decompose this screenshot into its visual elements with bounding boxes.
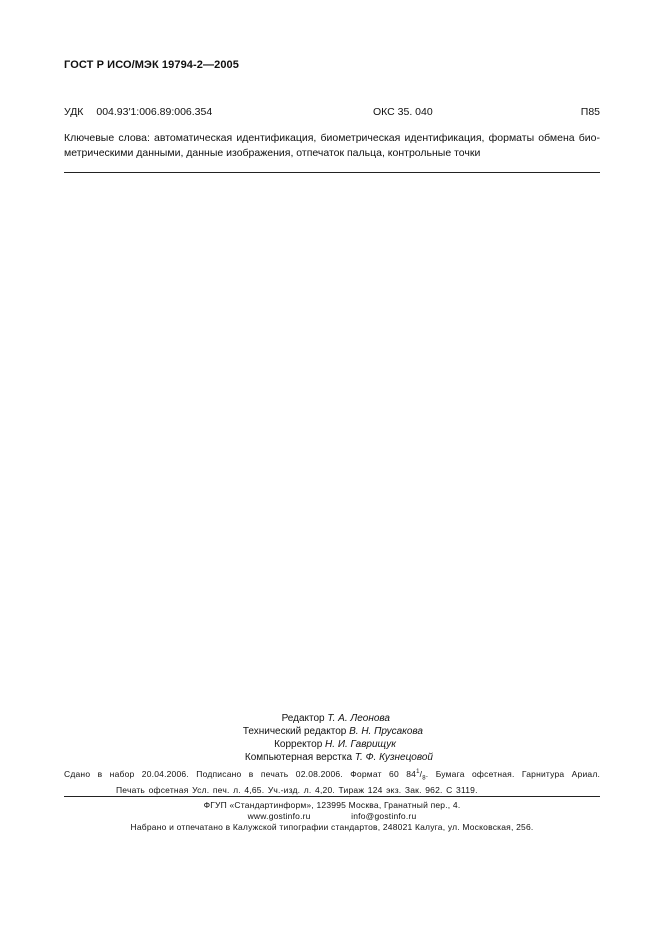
format-prefix: Формат 60 84 — [350, 768, 417, 779]
credit-role: Компьютерная верстка — [244, 752, 353, 763]
paper-format: Формат 60 $84^1/_8$. — [350, 768, 429, 782]
class-code: П85 — [580, 106, 600, 118]
format-denominator: 8 — [422, 775, 426, 782]
print-info — [64, 767, 600, 796]
print-info-line-1 — [64, 767, 600, 785]
standard-number: ГОСТ Р ИСО/МЭК 19794-2—2005 — [64, 59, 239, 71]
typeset-date: Сдано в набор 20.04.2006. — [64, 768, 189, 779]
print-info-line-2: Печать офсетная Усл. печ. л. 4,65. Уч.-изд. л. 4,20. Тираж 124 экз. Зак. 962. С 3119. — [116, 784, 478, 795]
credits — [190, 712, 450, 764]
credit-name: Т. А. Леонова — [327, 713, 390, 724]
credit-role: Корректор — [274, 739, 323, 750]
paper-type: Бумага офсетная. — [435, 768, 515, 779]
publisher-website: www.gostinfo.ru — [247, 811, 311, 821]
printing-house: Набрано и отпечатано в Калужской типографии стандартов, 248021 Калуга, ул. Московская, 256. — [130, 822, 534, 832]
divider — [64, 796, 600, 797]
classification-codes — [64, 106, 600, 120]
publisher-address: ФГУП «Стандартинформ», 123995 Москва, Гранатный пер., 4. — [203, 800, 461, 810]
credit-role: Редактор — [281, 713, 325, 724]
credit-name: Т. Ф. Кузнецовой — [354, 752, 433, 763]
publisher-info — [64, 800, 600, 833]
divider — [64, 172, 600, 173]
credit-editor — [190, 712, 450, 725]
udk-value: 004.93′1:006.89:006.354 — [96, 106, 213, 118]
credit-tech-editor — [190, 725, 450, 738]
oks-code: ОКС 35. 040 — [373, 106, 433, 118]
typeface: Гарнитура Ариал. — [521, 768, 601, 779]
format-numerator: 1 — [416, 769, 420, 775]
credit-role: Технический редактор — [242, 726, 347, 737]
udk-code — [64, 106, 212, 118]
credit-name: В. Н. Прусакова — [349, 726, 423, 737]
credit-proofreader — [190, 738, 450, 751]
signed-date: Подписано в печать 02.08.2006. — [196, 768, 343, 779]
udk-label: УДК — [64, 106, 84, 118]
credit-name: Н. И. Гаврищук — [325, 739, 396, 750]
keywords: Ключевые слова: автоматическая идентификация, биометрическая идентификация, форматы обмена био-метрическими данными, данные изображения, отпечаток пальца, контрольные точки — [64, 132, 600, 159]
publisher-email: info@gostinfo.ru — [351, 811, 417, 821]
publisher-contacts — [64, 811, 600, 822]
credit-layout — [190, 751, 450, 764]
